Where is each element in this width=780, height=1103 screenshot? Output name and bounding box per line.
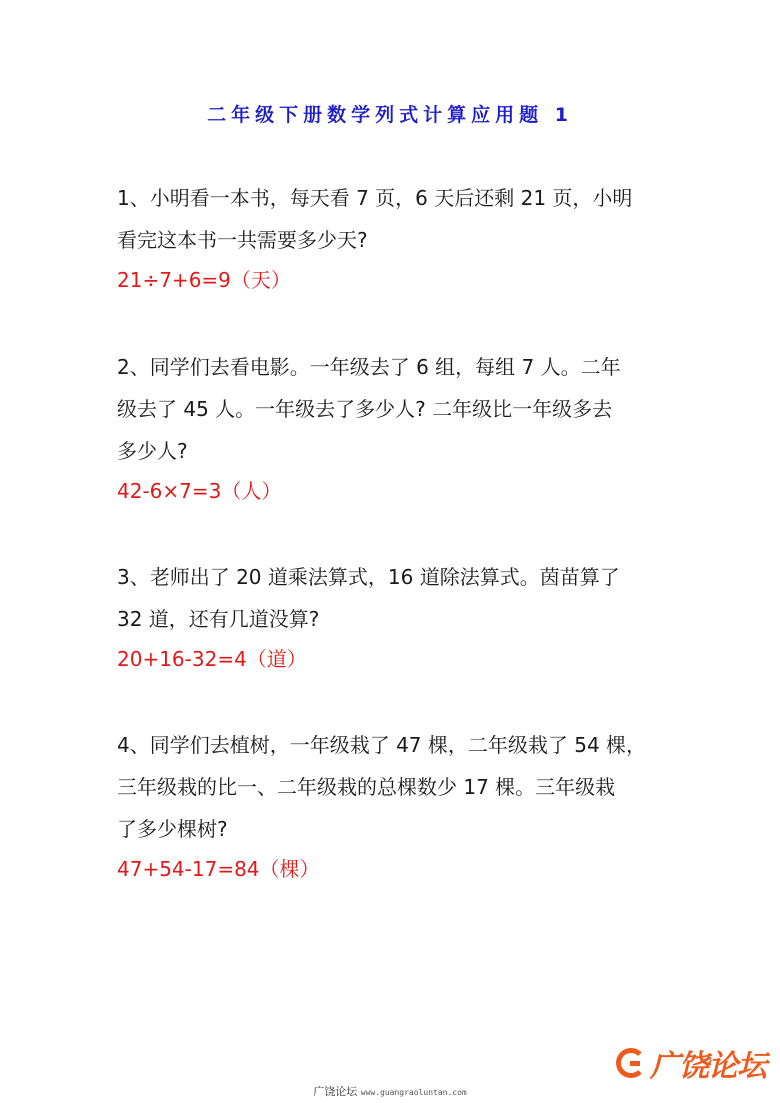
problem-answer: 21÷7+6=9（天）	[117, 268, 291, 292]
footer-url[interactable]: www.guangraoluntan.com	[360, 1088, 467, 1097]
problem-question: 1、小明看一本书，每天看 7 页，6 天后还剩 21 页，小明 看完这本书一共需要多少天?	[117, 186, 633, 252]
footer	[0, 1085, 780, 1100]
footer-site-name: 广饶论坛	[313, 1085, 358, 1098]
problem-3	[117, 556, 677, 678]
problem-4	[117, 724, 677, 888]
problem-answer: 20+16-32=4（道）	[117, 647, 307, 671]
problem-answer: 47+54-17=84（棵）	[117, 857, 320, 881]
logo-mark-icon	[616, 1048, 646, 1078]
problem-2	[117, 346, 677, 510]
problem-answer: 42-6×7=3（人）	[117, 479, 282, 503]
site-logo	[616, 1038, 776, 1088]
page-title: 二年级下册数学列式计算应用题 1	[207, 104, 573, 126]
problem-question: 2、同学们去看电影。一年级去了 6 组，每组 7 人。二年 级去了 45 人。一年级去了多少人? 二年级比一年级多去 多少人?	[117, 355, 621, 463]
problem-1	[117, 177, 677, 299]
problem-question: 4、同学们去植树，一年级栽了 47 棵，二年级栽了 54 棵， 三年级栽的比一、二年级栽的总棵数少 17 棵。三年级栽 了多少棵树?	[117, 733, 647, 841]
logo-text: 广饶论坛	[650, 1049, 766, 1084]
problem-question: 3、老师出了 20 道乘法算式，16 道除法算式。茵苗算了 32 道，还有几道没算?	[117, 565, 620, 631]
